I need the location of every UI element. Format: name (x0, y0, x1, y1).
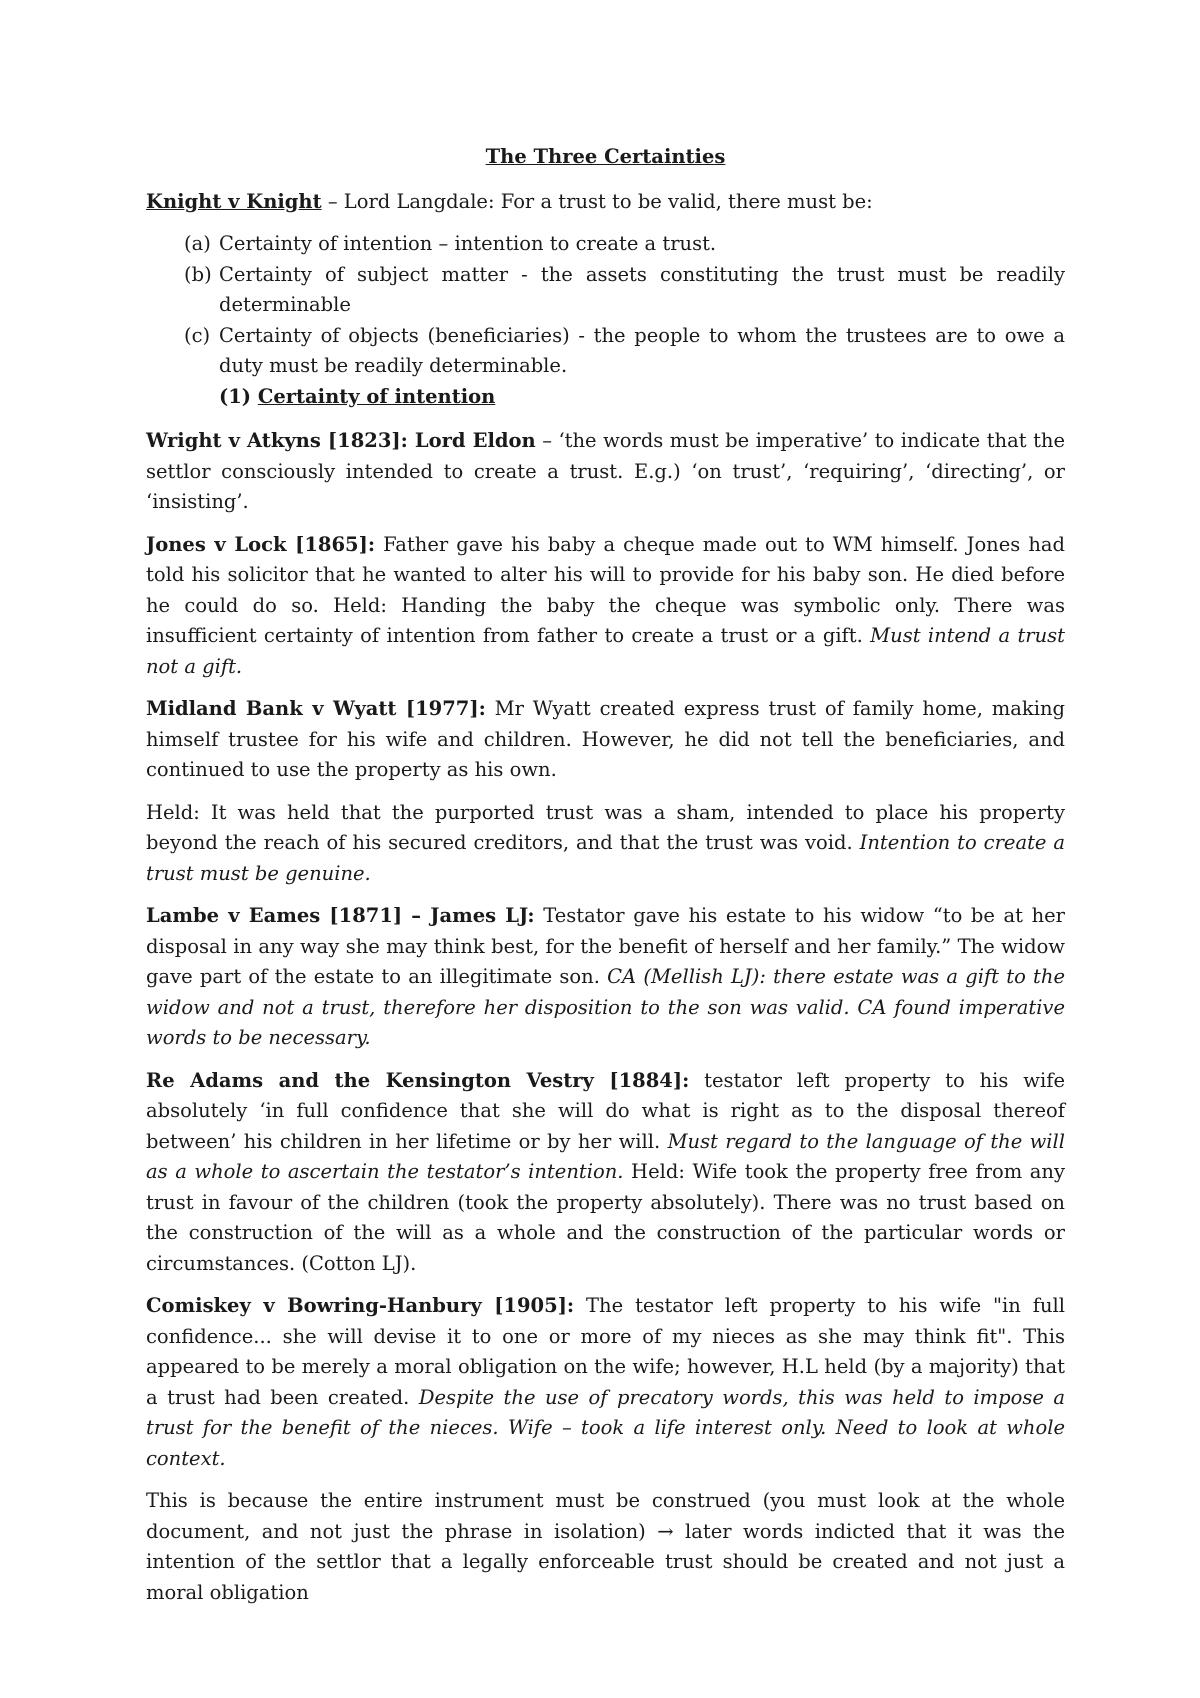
list-item (146, 260, 1065, 321)
case-text: – ‘the words must be imperative’ to indicate that the settlor consciously intended to create a trust. E.g.) ‘on trust’, ‘requiring’, ‘directing’, or ‘insisting’. (146, 429, 1065, 513)
case-name: Lambe v Eames [1871] – James LJ: (146, 904, 535, 927)
section-number: (1) (219, 384, 258, 408)
case-paragraph-midland (146, 694, 1065, 786)
case-name: Comiskey v Bowring-Hanbury [1905]: (146, 1294, 575, 1317)
case-paragraph-lambe (146, 901, 1065, 1054)
case-text: The testator left property to his wife "in full confidence... she will devise it to one or more of my nieces as she may think fit". This appeared to be merely a moral obligation on the wife; however, H.L held (by a majority) that a trust had been created. (146, 1294, 1065, 1409)
case-text: Held: It was held that the purported trust was a sham, intended to place his property beyond the reach of his secured creditors, and that the trust was void. (146, 800, 1065, 854)
case-paragraph-adams (146, 1066, 1065, 1280)
case-text-continued: Held: Wife took the property free from any trust in favour of the children (took the property absolutely). There was no trust based on the construction of the will as a whole and the construction of the particular words or circumstances. (Cotton LJ). (146, 1160, 1065, 1275)
list-marker: (a) (184, 232, 211, 255)
case-principle: CA (Mellish LJ): there estate was a gift to the widow and not a trust, therefore her disposition to the son was valid. CA found imperative words to be necessary. (146, 965, 1065, 1049)
closing-paragraph: This is because the entire instrument must be construed (you must look at the whole document, and not just the phrase in isolation) → later words indicted that it was the intention of the settlor that a legally enforceable trust should be created and not just a moral obligation (146, 1489, 1065, 1604)
case-text: Father gave his baby a cheque made out to WM himself. Jones had told his solicitor that he wanted to alter his will to provide for his baby son. He died before he could do so. Held: Handing the baby the cheque was symbolic only. There was insufficient certainty of intention from father to create a trust or a gift. (146, 532, 1065, 647)
intro-text: – Lord Langdale: For a trust to be valid, there must be: (321, 189, 873, 213)
case-text: testator left property to his wife absolutely ‘in full confidence that she will do what is right as to the disposal thereof between’ his children in her lifetime or by her will. (146, 1068, 1065, 1153)
case-name: Jones v Lock [1865]: (146, 532, 376, 556)
section-heading (146, 382, 1065, 413)
case-principle: Must regard to the language of the will as a whole to ascertain the testator’s intention. (146, 1129, 1065, 1183)
case-name: Midland Bank v Wyatt [1977]: (146, 697, 486, 720)
case-principle: Intention to create a trust must be genuine. (146, 831, 1065, 885)
case-principle: Despite the use of precatory words, this was held to impose a trust for the benefit of the nieces. Wife – took a life interest only. Need to look at whole context. (146, 1385, 1066, 1470)
list-item (146, 321, 1065, 382)
list-item-text: Certainty of subject matter - the assets constituting the trust must be readily determinable (219, 262, 1065, 316)
list-marker: (c) (184, 323, 211, 347)
list-item-text: Certainty of intention – intention to create a trust. (219, 232, 717, 255)
case-name: Re Adams and the Kensington Vestry [1884]: (146, 1068, 690, 1092)
case-name: Knight v Knight (146, 189, 322, 213)
case-paragraph-comiskey (146, 1291, 1065, 1474)
certainties-list (146, 229, 1065, 382)
case-text: Mr Wyatt created express trust of family home, making himself trustee for his wife and children. However, he did not tell the beneficiaries, and continued to use the property as his own. (146, 697, 1065, 781)
case-principle: Must intend a trust not a gift. (146, 624, 1065, 678)
case-paragraph-jones (146, 530, 1065, 683)
document-page (146, 142, 1065, 1620)
case-text: Testator gave his estate to his widow “to be at her disposal in any way she may think best, for the benefit of herself and her family.” The widow gave part of the estate to an illegitimate son. (146, 904, 1065, 988)
page-title: The Three Certainties (485, 145, 726, 168)
case-paragraph-midland-held (146, 798, 1065, 890)
case-name: Wright v Atkyns [1823]: Lord Eldon (146, 429, 536, 452)
case-paragraph-wright (146, 426, 1065, 518)
list-item (146, 229, 1065, 260)
list-marker: (b) (184, 262, 212, 286)
list-item-text: Certainty of objects (beneficiaries) - the people to whom the trustees are to owe a duty must be readily determinable. (219, 323, 1065, 377)
intro-paragraph (146, 187, 1065, 218)
section-title: Certainty of intention (257, 384, 496, 408)
